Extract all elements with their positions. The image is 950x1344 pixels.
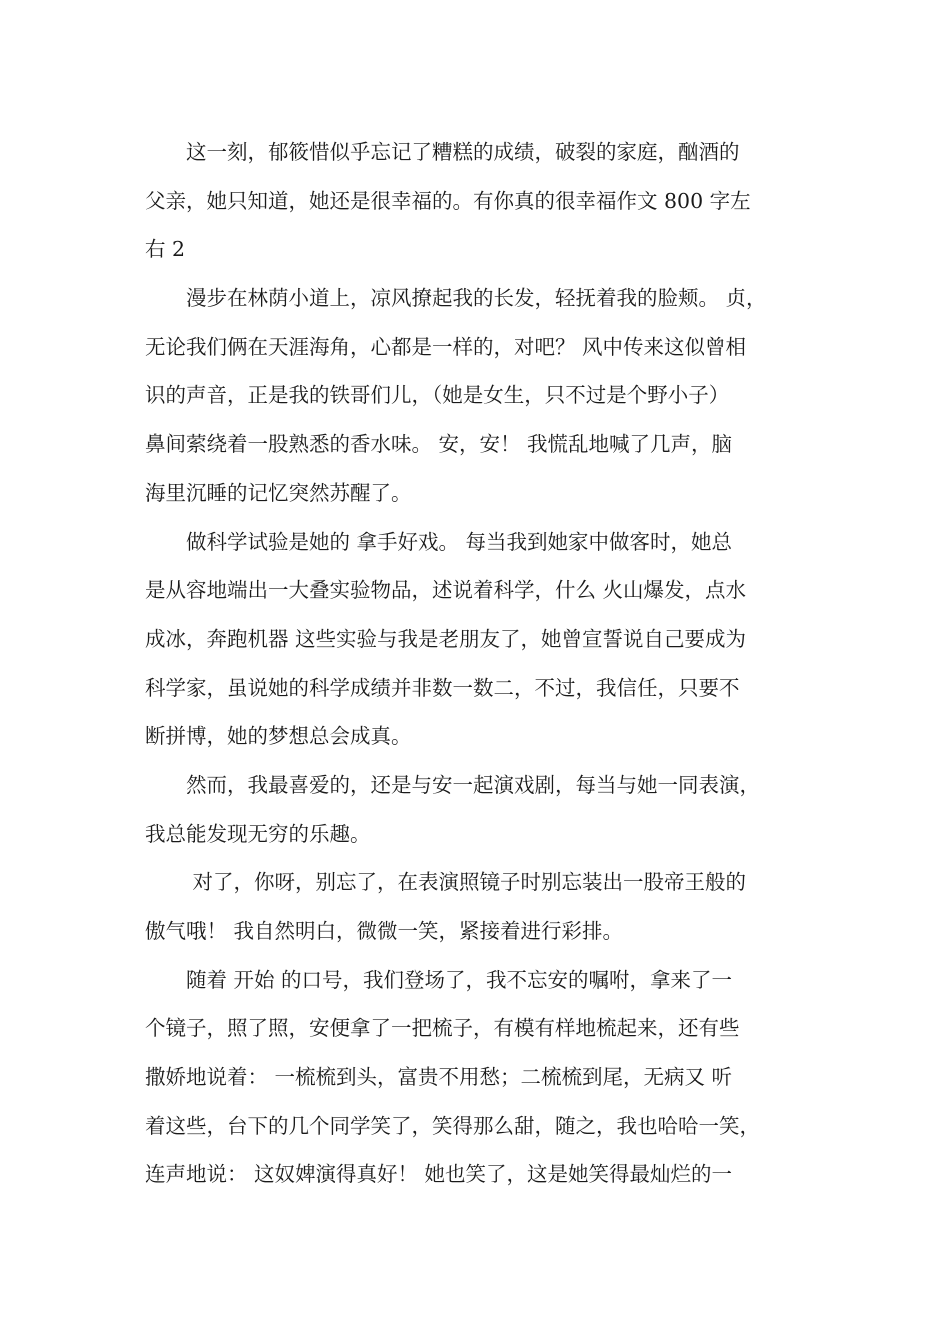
text-line: 连声地说： 这奴婢演得真好！ 她也笑了，这是她笑得最灿烂的一 bbox=[145, 1162, 733, 1187]
text-line: 然而，我最喜爱的，还是与安一起演戏剧，每当与她一同表演， bbox=[145, 772, 760, 797]
text-line: 漫步在林荫小道上，凉风撩起我的长发，轻抚着我的脸颊。 贞， bbox=[145, 286, 767, 311]
text-line: 撒娇地说着： 一梳梳到头，富贵不用愁；二梳梳到尾，无病又 听 bbox=[145, 1065, 733, 1090]
text-line: 识的声音，正是我的铁哥们儿，（她是女生，只不过是个野小子） bbox=[145, 383, 730, 408]
text-line: 无论我们俩在天涯海角，心都是一样的，对吧？ 风中传来这似曾相 bbox=[145, 334, 747, 359]
text-line: 这一刻，郁筱惜似乎忘记了糟糕的成绩，破裂的家庭，酗酒的 bbox=[145, 140, 740, 164]
text-line: 成冰，奔跑机器 这些实验与我是老朋友了，她曾宣誓说自己要成为 bbox=[145, 626, 747, 651]
text-line: 科学家，虽说她的科学成绩并非数一数二，不过，我信任，只要不 bbox=[145, 675, 740, 700]
text-line: 傲气哦！ 我自然明白，微微一笑，紧接着进行彩排。 bbox=[145, 919, 624, 943]
text-line: 是从容地端出一大叠实验物品，述说着科学，什么 火山爆发，点水 bbox=[145, 578, 747, 603]
text-line: 断拼博，她的梦想总会成真。 bbox=[145, 724, 412, 749]
text-line: 右 2 bbox=[145, 237, 186, 262]
text-line: 做科学试验是她的 拿手好戏。 每当我到她家中做客时，她总 bbox=[145, 529, 733, 554]
body-text bbox=[145, 128, 825, 1199]
text-line: 对了，你呀，别忘了，在表演照镜子时别忘装出一股帝王般的 bbox=[145, 870, 747, 895]
text-line: 着这些，台下的几个同学笑了，笑得那么甜，随之，我也哈哈一笑， bbox=[145, 1113, 760, 1138]
text-line: 鼻间萦绕着一股熟悉的香水味。 安，安！ 我慌乱地喊了几声，脑 bbox=[145, 432, 733, 457]
text-line: 父亲，她只知道，她还是很幸福的。有你真的很幸福作文 800 字左 bbox=[145, 188, 751, 213]
text-line: 我总能发现无穷的乐趣。 bbox=[145, 821, 371, 846]
text-line: 海里沉睡的记忆突然苏醒了。 bbox=[145, 480, 412, 505]
text-line: 个镜子，照了照，安便拿了一把梳子，有模有样地梳起来，还有些 bbox=[145, 1016, 740, 1041]
text-line: 随着 开始 的口号，我们登场了，我不忘安的嘱咐，拿来了一 bbox=[145, 967, 733, 992]
